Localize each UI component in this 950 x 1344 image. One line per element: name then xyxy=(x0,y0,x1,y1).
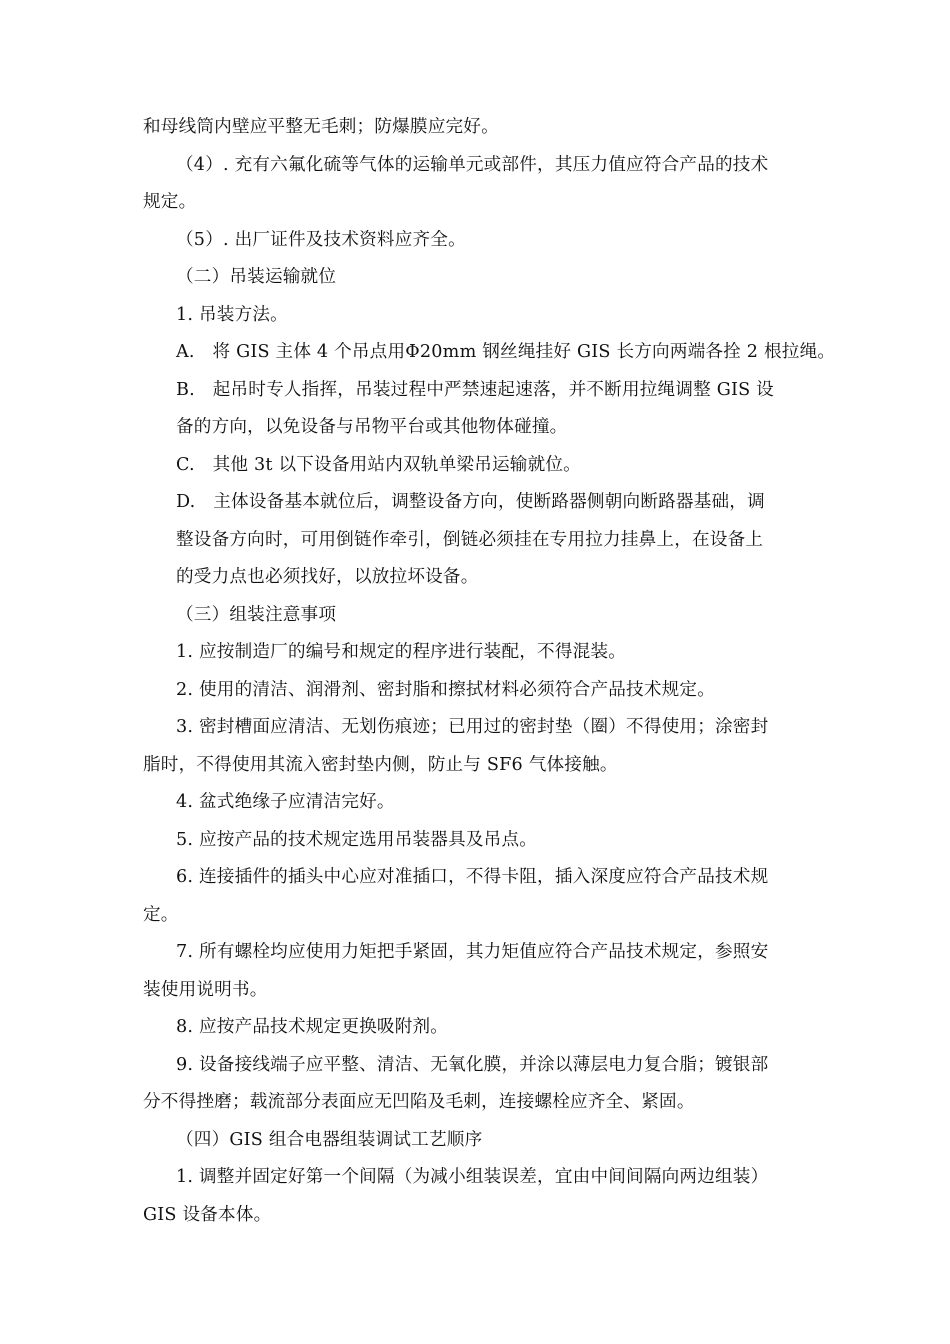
text-line: 7. 所有螺栓均应使用力矩把手紧固，其力矩值应符合产品技术规定，参照安 xyxy=(176,942,769,962)
text-line: 1. 吊装方法。 xyxy=(176,305,288,325)
text-line: 5. 应按产品的技术规定选用吊装器具及吊点。 xyxy=(176,830,538,850)
text-line: GIS 设备本体。 xyxy=(143,1205,272,1225)
section-heading: （二）吊装运输就位 xyxy=(176,267,337,287)
text-line: 整设备方向时，可用倒链作牵引，倒链必须挂在专用拉力挂鼻上，在设备上 xyxy=(176,530,764,550)
text-line: （4）. 充有六氟化硫等气体的运输单元或部件，其压力值应符合产品的技术 xyxy=(176,155,769,175)
text-line: 的受力点也必须找好，以放拉坏设备。 xyxy=(176,567,479,587)
section-heading: （四）GIS 组合电器组装调试工艺顺序 xyxy=(176,1130,483,1150)
text-line: 4. 盆式绝缘子应清洁完好。 xyxy=(176,792,395,812)
text-line: 3. 密封槽面应清洁、无划伤痕迹；已用过的密封垫（圈）不得使用；涂密封 xyxy=(176,717,769,737)
text-line: C. 其他 3t 以下设备用站内双轨单梁吊运输就位。 xyxy=(176,455,581,475)
text-line: 定。 xyxy=(143,905,179,925)
text-line: 备的方向，以免设备与吊物平台或其他物体碰撞。 xyxy=(176,417,568,437)
text-line: 1. 调整并固定好第一个间隔（为减小组装误差，宜由中间间隔向两边组装） xyxy=(176,1167,769,1187)
text-line: A. 将 GIS 主体 4 个吊点用Φ20mm 钢丝绳挂好 GIS 长方向两端各拴 2 根拉绳。 xyxy=(176,342,836,362)
text-line: 6. 连接插件的插头中心应对准插口，不得卡阻，插入深度应符合产品技术规 xyxy=(176,867,769,887)
text-line: 8. 应按产品技术规定更换吸附剂。 xyxy=(176,1017,449,1037)
text-line: 脂时，不得使用其流入密封垫内侧，防止与 SF6 气体接触。 xyxy=(143,755,618,775)
text-line: 1. 应按制造厂的编号和规定的程序进行装配，不得混装。 xyxy=(176,642,627,662)
text-line: 装使用说明书。 xyxy=(143,980,268,1000)
text-line: D. 主体设备基本就位后，调整设备方向，使断路器侧朝向断路器基础，调 xyxy=(176,492,765,512)
text-line: 分不得挫磨；载流部分表面应无凹陷及毛刺，连接螺栓应齐全、紧固。 xyxy=(143,1092,695,1112)
section-heading: （三）组装注意事项 xyxy=(176,605,337,625)
text-line: 和母线筒内壁应平整无毛刺；防爆膜应完好。 xyxy=(143,117,499,137)
text-line: 2. 使用的清洁、润滑剂、密封脂和擦拭材料必须符合产品技术规定。 xyxy=(176,680,716,700)
text-line: B. 起吊时专人指挥，吊装过程中严禁速起速落，并不断用拉绳调整 GIS 设 xyxy=(176,380,774,400)
text-line: 规定。 xyxy=(143,192,197,212)
text-line: 9. 设备接线端子应平整、清洁、无氧化膜，并涂以薄层电力复合脂；镀银部 xyxy=(176,1055,769,1075)
text-line: （5）. 出厂证件及技术资料应齐全。 xyxy=(176,230,466,250)
